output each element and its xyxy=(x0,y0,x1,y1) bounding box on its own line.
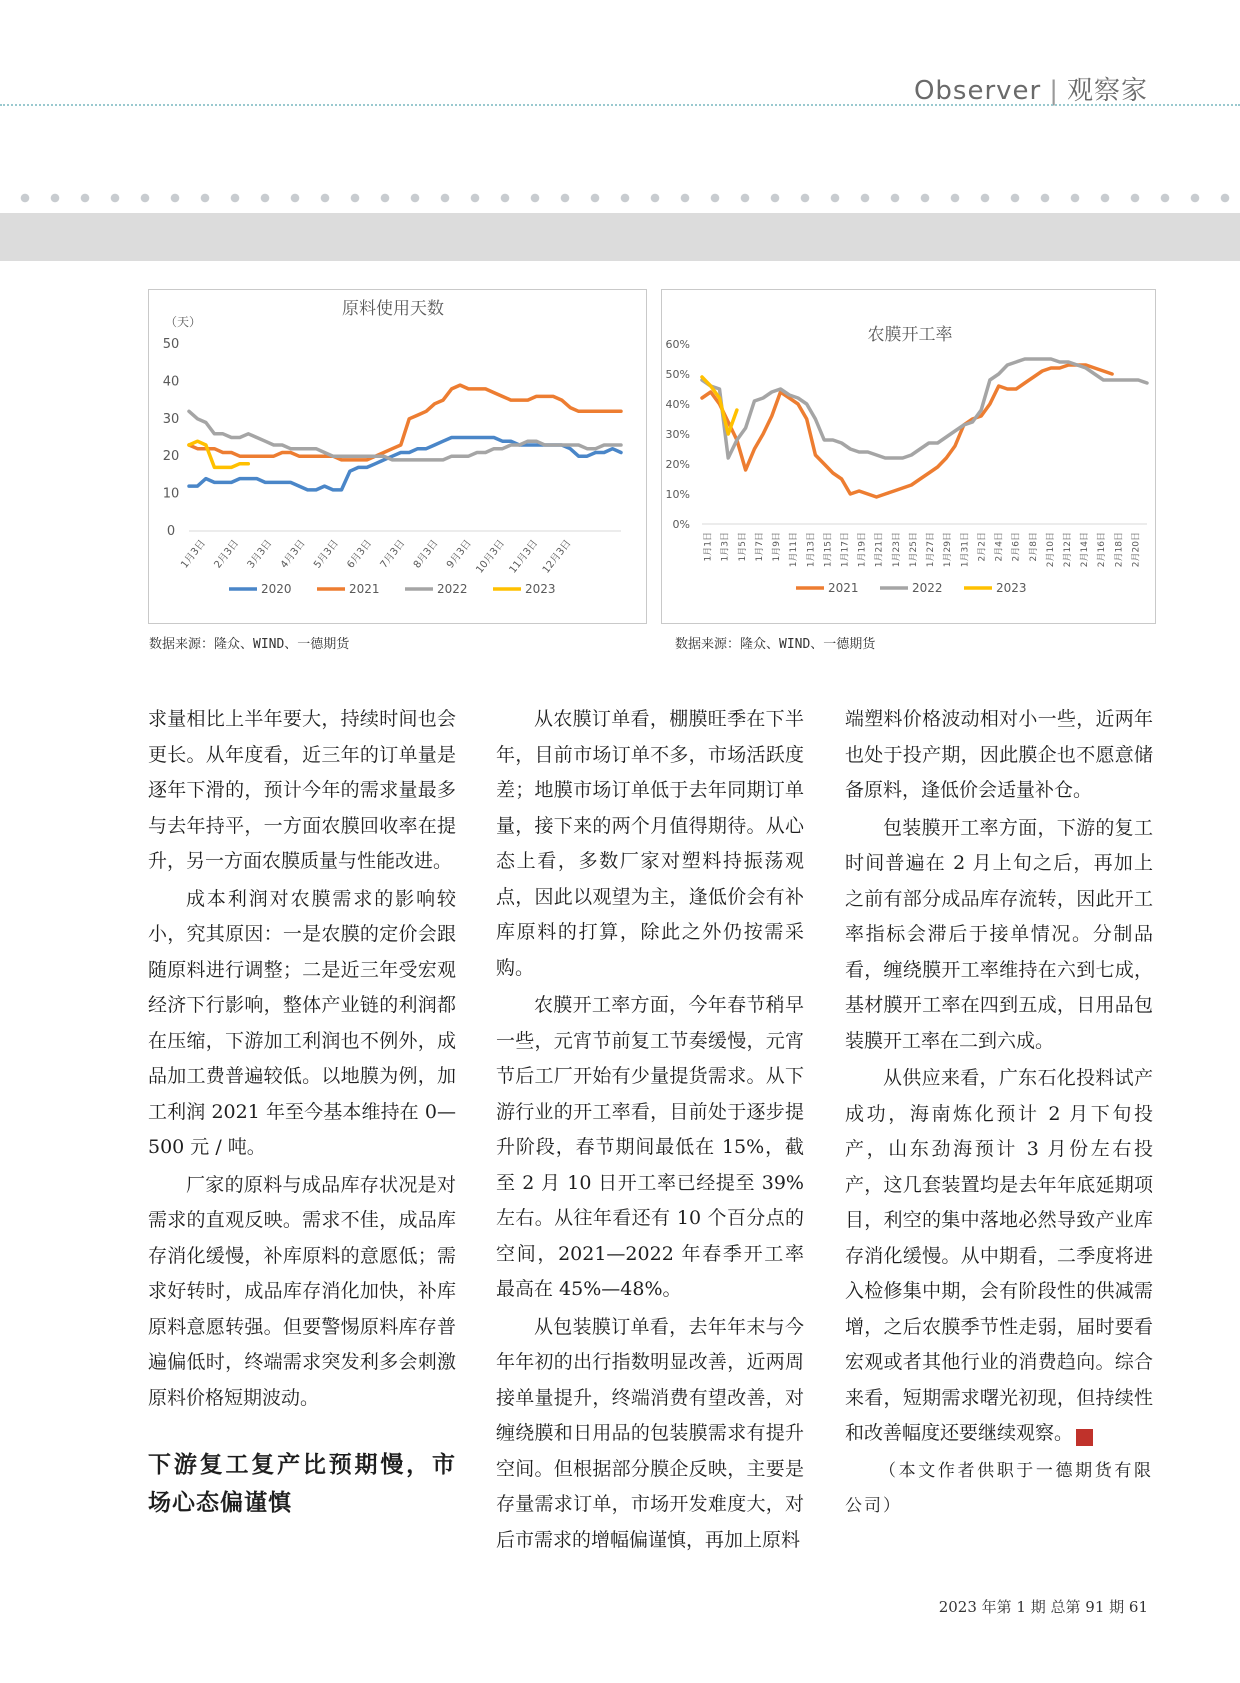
header-en: Observer xyxy=(913,76,1042,106)
chart2-source: 数据来源：隆众、WIND、一德期货 xyxy=(675,637,876,652)
y-tick-label: 0% xyxy=(672,518,690,531)
series-line-2022 xyxy=(702,359,1147,458)
chart-title: 原料使用天数 xyxy=(342,299,444,319)
x-tick-label: 1月19日 xyxy=(857,532,868,568)
x-tick-label: 2月10日 xyxy=(1045,532,1056,568)
header-title: Observer | 观察家 xyxy=(913,76,1148,106)
x-tick-label: 1月3日 xyxy=(179,538,208,571)
y-tick-label: 60% xyxy=(665,338,690,351)
y-tick-label: 20% xyxy=(665,458,690,471)
legend-label: 2021 xyxy=(828,581,859,595)
paragraph: 端塑料价格波动相对小一些，近两年也处于投产期，因此膜企也不愿意储备原料，逢低价会适量补仓。 xyxy=(845,708,1153,801)
legend-label: 2023 xyxy=(996,581,1027,595)
text-column-1 xyxy=(148,702,456,1522)
x-tick-label: 2月14日 xyxy=(1080,532,1091,568)
paragraph-with-stamp xyxy=(845,1061,1153,1452)
paragraph: 厂家的原料与成品库存状况是对需求的直观反映。需求不佳，成品库存消化缓慢，补库原料的意愿低；需求好转时，成品库存消化加快，补库原料意愿转强。但要警惕原料库存普遍偏低时，终端需求突发利多会刺激原料价格短期波动。 xyxy=(148,1173,456,1409)
x-tick-label: 1月9日 xyxy=(772,532,783,562)
y-tick-label: 0 xyxy=(166,524,176,539)
x-tick-label: 1月25日 xyxy=(908,532,919,568)
legend-label: 2022 xyxy=(912,581,943,595)
x-tick-label: 2月6日 xyxy=(1011,532,1022,562)
y-tick-label: 40% xyxy=(665,398,690,411)
y-tick-label: 50% xyxy=(665,368,690,381)
page-footer: 2023 年第 1 期 总第 91 期 61 xyxy=(938,1598,1148,1616)
y-tick-label: 10% xyxy=(665,488,690,501)
y-tick-label: 20 xyxy=(162,449,180,465)
paragraph: 求量相比上半年要大，持续时间也会更长。从年度看，近三年的订单量是逐年下滑的，预计今年的需求量最多与去年持平，一方面农膜回收率在提升，另一方面农膜质量与性能改进。 xyxy=(148,708,456,872)
x-tick-label: 1月15日 xyxy=(823,532,834,568)
x-tick-label: 1月3日 xyxy=(720,532,731,562)
x-tick-label: 12月3日 xyxy=(540,538,574,576)
series-line-2021 xyxy=(702,365,1112,497)
paragraph: 包装膜开工率方面，下游的复工时间普遍在 2 月上旬之后，再加上之前有部分成品库存流转，因此开工率指标会滞后于接单情况。分制品看，缠绕膜开工率维持在六到七成，基材膜开工率在四到五成，日用品包装膜开工率在二到六成。 xyxy=(845,816,1153,1052)
text-column-3 xyxy=(845,702,1153,1525)
chart-film-operating-rate-svg xyxy=(662,290,1155,623)
chart-film-operating-rate xyxy=(661,289,1156,624)
x-tick-label: 2月2日 xyxy=(977,532,988,562)
chart-raw-material-days-svg xyxy=(149,290,646,623)
y-axis-label: （天） xyxy=(165,315,202,329)
header-divider xyxy=(0,104,1240,106)
legend-label: 2020 xyxy=(261,582,292,596)
chart1-source: 数据来源：隆众、WIND、一德期货 xyxy=(149,637,350,652)
x-tick-label: 7月3日 xyxy=(378,538,408,571)
y-tick-label: 40 xyxy=(162,374,180,390)
x-tick-label: 2月3日 xyxy=(212,538,242,571)
x-tick-label: 2月12日 xyxy=(1062,532,1073,568)
section-heading: 下游复工复产比预期慢，市场心态偏谨慎 xyxy=(148,1452,456,1516)
chart-title: 农膜开工率 xyxy=(867,325,953,345)
paragraph: 农膜开工率方面，今年春节稍早一些，元宵节前复工节奏缓慢，元宵节后工厂开始有少量提货需求。从下游行业的开工率看，目前处于逐步提升阶段，春节期间最低在 15%，截至 2 月 10 日开工率已经提至 39% 左右。从往年看还有 10 个百分点的空间，2021—2022 年春季开工率最高在 45%—48%。 xyxy=(496,994,804,1300)
x-tick-label: 1月17日 xyxy=(840,532,851,568)
x-tick-label: 6月3日 xyxy=(345,538,375,571)
legend-label: 2022 xyxy=(437,582,468,596)
header-cn: 观察家 xyxy=(1066,76,1148,106)
x-tick-label: 1月21日 xyxy=(874,532,885,568)
text-column-2 xyxy=(496,702,804,1558)
x-tick-label: 11月3日 xyxy=(507,538,541,576)
legend-label: 2023 xyxy=(525,582,556,596)
chart-raw-material-days xyxy=(148,289,647,624)
x-tick-label: 2月8日 xyxy=(1028,532,1039,562)
x-tick-label: 2月16日 xyxy=(1097,532,1108,568)
x-tick-label: 1月31日 xyxy=(960,532,971,568)
x-tick-label: 4月3日 xyxy=(278,538,308,571)
x-tick-label: 2月20日 xyxy=(1131,532,1142,568)
x-tick-label: 3月3日 xyxy=(245,538,275,571)
y-tick-label: 50 xyxy=(162,337,180,352)
end-stamp-icon: 田 xyxy=(1076,1429,1093,1446)
x-tick-label: 1月5日 xyxy=(737,532,748,562)
paragraph: 从包装膜订单看，去年年末与今年年初的出行指数明显改善，近两周接单量提升，终端消费有望改善，对缠绕膜和日用品的包装膜需求有提升空间。但根据部分膜企反映，主要是存量需求订单，市场开发难度大，对后市需求的增幅偏谨慎，再加上原料 xyxy=(496,1315,804,1551)
x-tick-label: 1月29日 xyxy=(943,532,954,568)
y-tick-label: 30 xyxy=(162,411,180,427)
x-tick-label: 1月13日 xyxy=(806,532,817,568)
x-tick-label: 2月4日 xyxy=(994,532,1005,562)
x-tick-label: 10月3日 xyxy=(474,538,508,576)
x-tick-label: 1月27日 xyxy=(926,532,937,568)
y-tick-label: 30% xyxy=(665,428,690,441)
paragraph: 从农膜订单看，棚膜旺季在下半年，目前市场订单不多，市场活跃度差；地膜市场订单低于去年同期订单量，接下来的两个月值得期待。从心态上看，多数厂家对塑料持振荡观点，因此以观望为主，逢低价会有补库原料的打算，除此之外仍按需采购。 xyxy=(496,708,804,979)
x-tick-label: 1月7日 xyxy=(754,532,765,562)
y-tick-label: 10 xyxy=(162,486,180,502)
series-line-2021 xyxy=(189,385,621,460)
decorative-dot-row xyxy=(10,192,1235,204)
decorative-band xyxy=(0,213,1240,261)
x-tick-label: 1月23日 xyxy=(891,532,902,568)
author-note: （本文作者供职于一德期货有限公司） xyxy=(845,1460,1153,1516)
x-tick-label: 1月11日 xyxy=(789,532,800,568)
x-tick-label: 5月3日 xyxy=(312,538,341,571)
x-tick-label: 9月3日 xyxy=(445,538,474,571)
x-tick-label: 2月18日 xyxy=(1114,532,1125,568)
legend-label: 2021 xyxy=(349,582,380,596)
x-tick-label: 8月3日 xyxy=(411,538,441,571)
paragraph: 成本利润对农膜需求的影响较小，究其原因：一是农膜的定价会跟随原料进行调整；二是近三年受宏观经济下行影响，整体产业链的利润都在压缩，下游加工利润也不例外，成品加工费普遍较低。以地膜为例，加工利润 2021 年至今基本维持在 0—500 元 / 吨。 xyxy=(148,887,456,1158)
x-tick-label: 1月1日 xyxy=(703,532,714,562)
paragraph-text: 从供应来看，广东石化投料试产成功，海南炼化预计 2 月下旬投产，山东劲海预计 3 月份左右投产，这几套装置均是去年年底延期项目，利空的集中落地必然导致产业库存消化缓慢。从中期看，二季度将进入检修集中期，会有阶段性的供减需增，之后农膜季节性走弱，届时要看宏观或者其他行业的消费趋向。综合来看，短期需求曙光初现，但持续性和改善幅度还要继续观察。 xyxy=(845,1067,1153,1444)
